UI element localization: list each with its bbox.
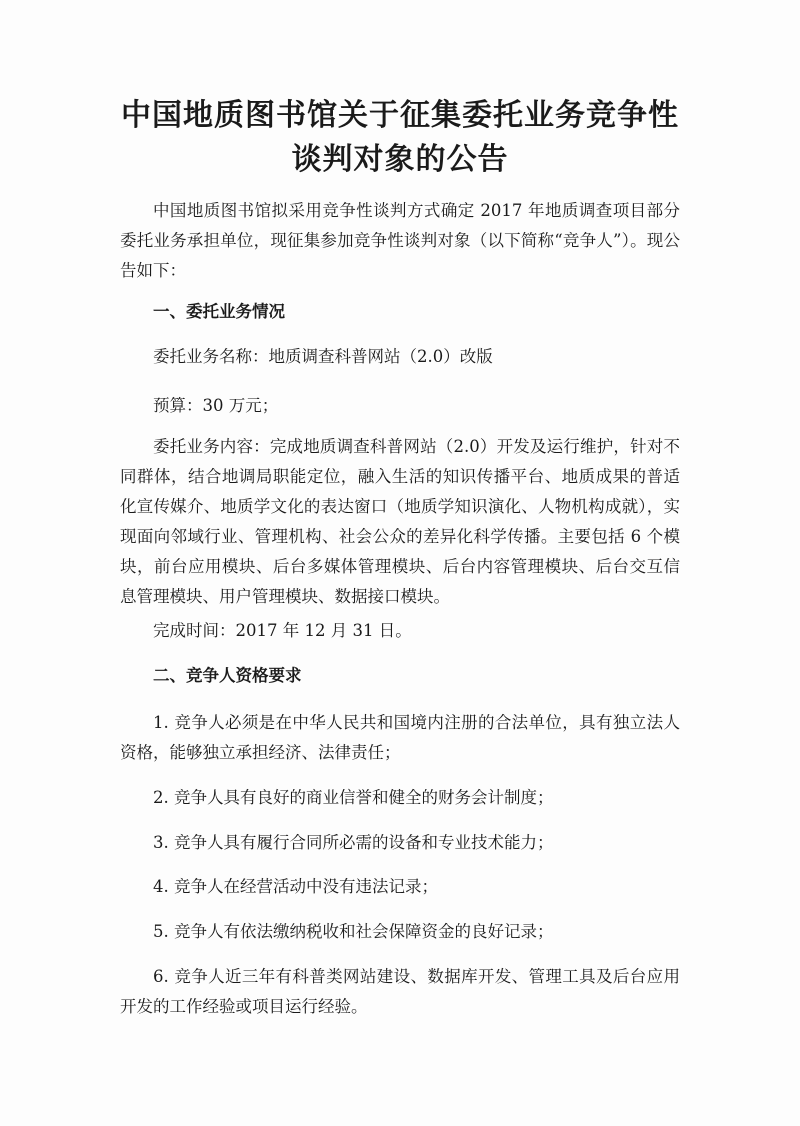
completion-time: 完成时间：2017 年 12 月 31 日。	[153, 621, 412, 640]
intro-paragraph: 中国地质图书馆拟采用竞争性谈判方式确定 2017 年地质调查项目部分委托业务承担单位，现征集参加竞争性谈判对象（以下简称“竞争人”）。现公告如下：	[120, 201, 680, 280]
requirement-item-6: 6. 竞争人近三年有科普类网站建设、数据库开发、管理工具及后台应用开发的工作经验或项目运行经验。	[120, 967, 680, 1016]
requirement-item-5: 5. 竞争人有依法缴纳税收和社会保障资金的良好记录；	[153, 922, 554, 941]
section-2-heading: 二、竞争人资格要求	[153, 666, 302, 685]
document-title-line-1: 中国地质图书馆关于征集委托业务竞争性	[121, 98, 679, 133]
requirement-item-1: 1. 竞争人必须是在中华人民共和国境内注册的合法单位，具有独立法人资格，能够独立承担经济、法律责任；	[120, 713, 680, 762]
business-content: 委托业务内容：完成地质调查科普网站（2.0）开发及运行维护，针对不同群体，结合地调局职能定位，融入生活的知识传播平台、地质成果的普适化宣传媒介、地质学文化的表达窗口（地质学知识演化、人物机构成就），实现面向邻域行业、管理机构、社会公众的差异化科学传播。主要包括 6 个模块，前台应用模块、后台多媒体管理模块、后台内容管理模块、后台交互信息管理模块、用户管理模块、数据接口模块。	[120, 437, 680, 606]
budget-line: 预算：30 万元；	[153, 396, 279, 415]
business-name: 委托业务名称：地质调查科普网站（2.0）改版	[153, 347, 493, 366]
requirement-item-2: 2. 竞争人具有良好的商业信誉和健全的财务会计制度；	[153, 788, 554, 807]
document-title-line-2: 谈判对象的公告	[291, 142, 509, 177]
requirement-item-3: 3. 竞争人具有履行合同所必需的设备和专业技术能力；	[153, 833, 554, 852]
requirement-item-4: 4. 竞争人在经营活动中没有违法记录；	[153, 877, 438, 896]
section-1-heading: 一、委托业务情况	[153, 302, 285, 321]
